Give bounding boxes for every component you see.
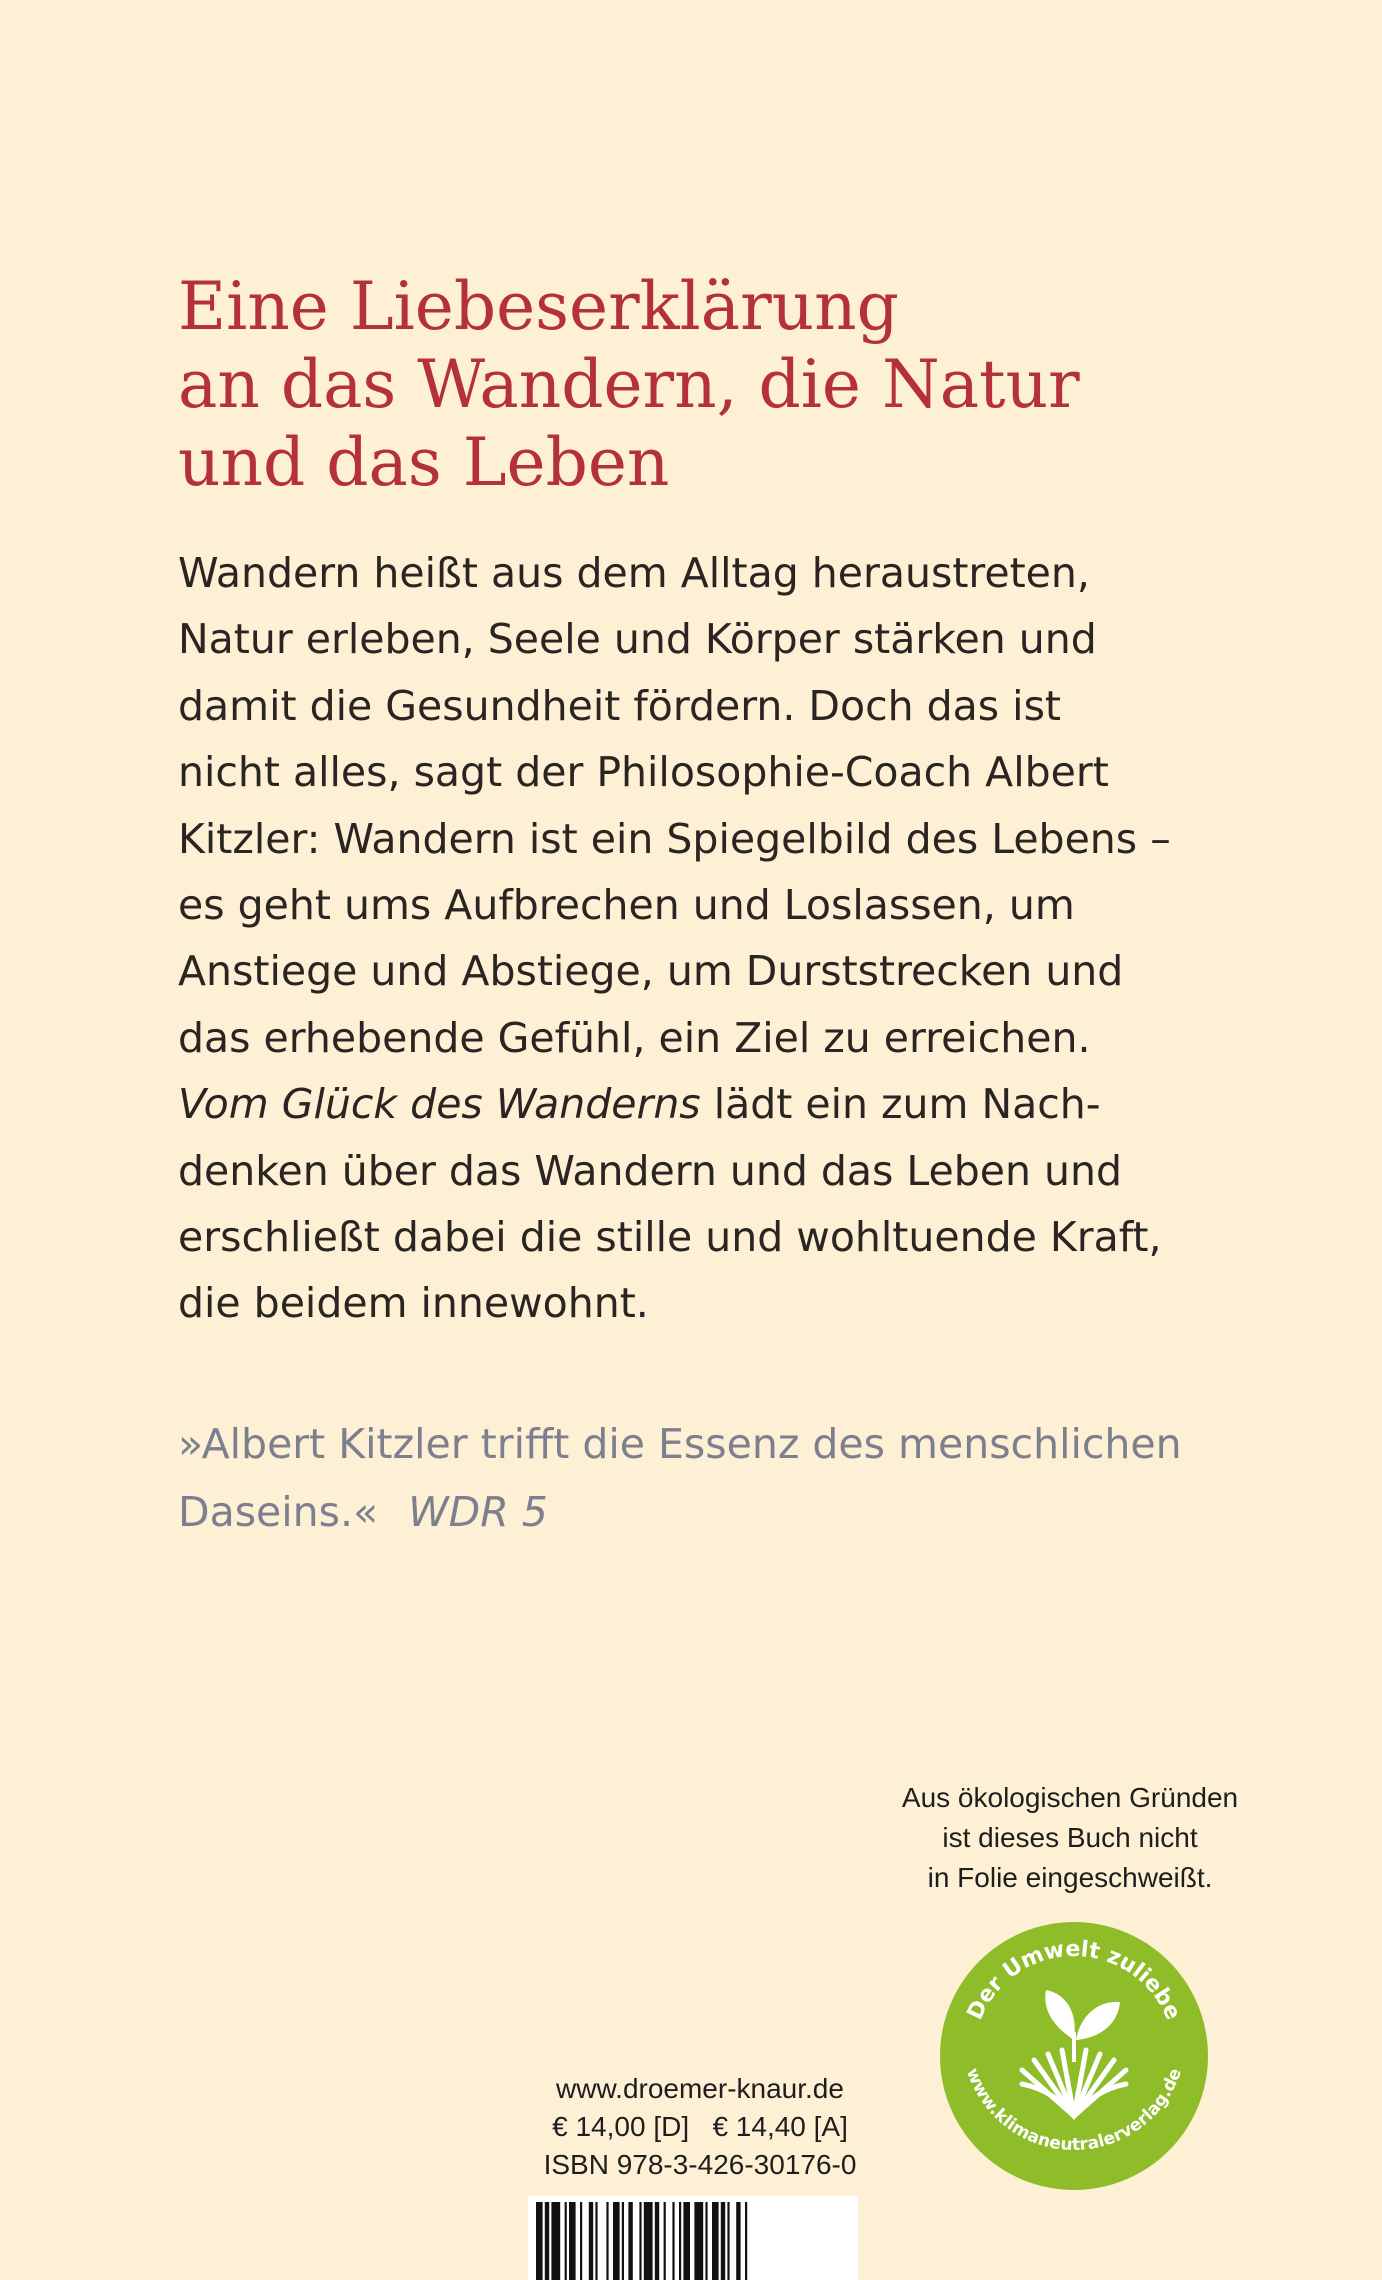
badge-bottom-text: www.klimaneutralerverlag.de	[961, 2065, 1186, 2156]
book-title-italic: Vom Glück des Wanderns	[178, 1080, 701, 1129]
quote-source: WDR 5	[408, 1488, 548, 1536]
barcode-bar	[569, 2202, 576, 2280]
price-line: € 14,00 [D] € 14,40 [A]	[552, 2111, 848, 2142]
headline-line: an das Wandern, die Natur	[178, 346, 1080, 423]
eco-badge	[938, 1920, 1210, 2192]
barcode-bar	[705, 2202, 707, 2280]
description-line: es geht ums Aufbrechen und Loslassen, um	[178, 881, 1075, 930]
headline-line: Eine Liebeserklärung	[178, 268, 899, 345]
description-line: Kitzler: Wandern ist ein Spiegelbild des Lebens –	[178, 814, 1171, 863]
barcode-bar	[694, 2202, 703, 2280]
barcode-bar	[613, 2202, 620, 2280]
description-line: die beidem innewohnt.	[178, 1279, 649, 1328]
quote-line	[178, 1478, 1278, 1546]
barcode-bar	[672, 2202, 674, 2280]
barcode-bar	[736, 2202, 740, 2280]
description-line: denken über das Wandern und das Leben und	[178, 1146, 1123, 1195]
imprint	[520, 2070, 880, 2184]
barcode-bar	[628, 2202, 632, 2280]
description-line: Natur erleben, Seele und Körper stärken und	[178, 615, 1097, 664]
barcode-bar	[712, 2202, 719, 2280]
headline	[178, 268, 1278, 502]
barcode-bar	[745, 2202, 747, 2280]
barcode-bar	[727, 2202, 729, 2280]
barcode-bar	[664, 2202, 666, 2280]
badge-top-text: Der Umwelt zuliebe	[962, 1936, 1186, 2024]
description-line: Wandern heißt aus dem Alltag heraustreten,	[178, 549, 1090, 597]
barcode-bar	[683, 2202, 690, 2280]
barcode-bar	[679, 2202, 681, 2280]
eco-note-line: Aus ökologischen Gründen	[901, 1782, 1239, 1813]
barcode-bar	[655, 2202, 659, 2280]
eco-note	[870, 1778, 1270, 1898]
barcode-bar	[606, 2202, 608, 2280]
barcode-bar	[644, 2202, 653, 2280]
press-quote	[178, 1410, 1278, 1546]
description-line: Anstiege und Abstiege, um Durststrecken und	[178, 947, 1124, 996]
barcode-bar	[639, 2202, 641, 2280]
description-line: erschließt dabei die stille und wohltuende Kraft,	[178, 1213, 1162, 1262]
barcode	[528, 2196, 858, 2280]
headline-line: und das Leben	[178, 424, 670, 501]
description-line: das erhebende Gefühl, ein Ziel zu erreichen.	[178, 1013, 1091, 1062]
isbn-line: ISBN 978-3-426-30176-0	[543, 2149, 857, 2180]
barcode-bar	[551, 2202, 560, 2280]
eco-note-line: ist dieses Buch nicht	[942, 1822, 1198, 1853]
description-line-rest: lädt ein zum Nach-	[700, 1080, 1101, 1129]
barcode-bar	[545, 2202, 549, 2280]
barcode-bar	[536, 2202, 543, 2280]
description-line-with-title	[178, 1071, 1278, 1137]
barcode-bar	[589, 2202, 593, 2280]
barcode-bar	[595, 2202, 597, 2280]
barcode-bar	[565, 2202, 567, 2280]
barcode-bar	[721, 2202, 725, 2280]
publisher-website: www.droemer-knaur.de	[556, 2073, 844, 2104]
barcode-bar	[580, 2202, 582, 2280]
description-line: damit die Gesundheit fördern. Doch das ist	[178, 681, 1062, 730]
quote-line-end: Daseins.«	[178, 1488, 379, 1536]
description-line: nicht alles, sagt der Philosophie-Coach Albert	[178, 748, 1109, 797]
quote-line: »Albert Kitzler trifft die Essenz des menschlichen	[178, 1420, 1182, 1468]
description-text	[178, 540, 1278, 1337]
eco-note-line: in Folie eingeschweißt.	[927, 1862, 1213, 1893]
barcode-bar	[622, 2202, 624, 2280]
